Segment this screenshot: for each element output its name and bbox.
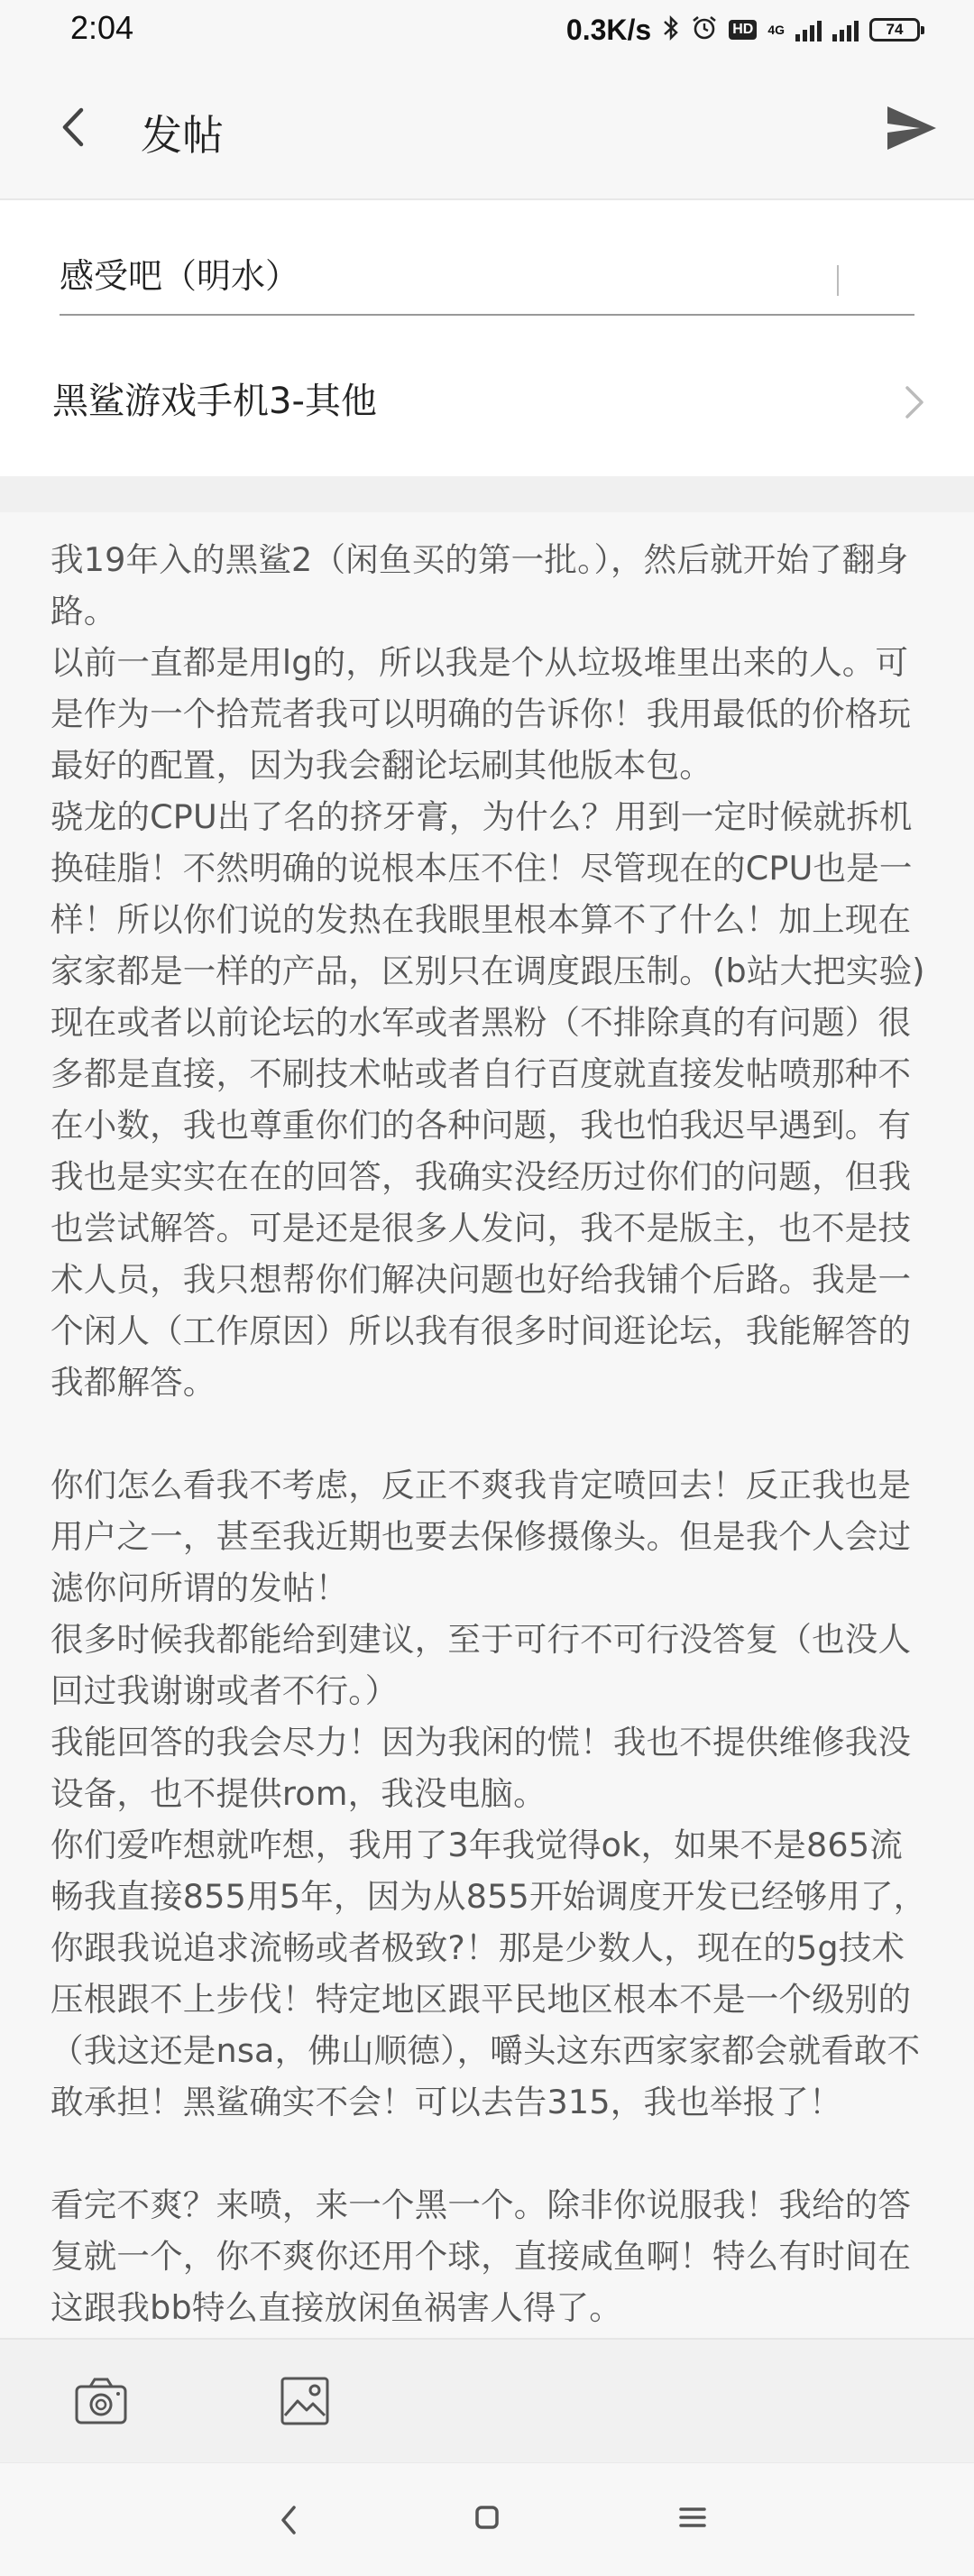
battery-icon: 74 xyxy=(869,18,920,41)
body-paragraph: 看完不爽？来喷，来一个黑一个。除非你说服我！我给的答复就一个，你不爽你还用个球，直接咸鱼啊！特么有时间在这跟我bb特么直接放闲鱼祸害人得了。 xyxy=(51,2185,912,2327)
body-paragraph: 现在或者以前论坛的水军或者黑粉（不排除真的有问题）很多都是直接，不刷技术帖或者自行百度就直接发帖喷那种不在小数，我也尊重你们的各种问题，我也怕我迟早遇到。有我也是实实在在的回答，我确实没经历过你们的问题，但我也尝试解答。可是还是很多人发问，我不是版主，也不是技术人员，我只想帮你们解决问题也好给我铺个后路。我是一个闲人（工作原因）所以我有很多时间逛论坛，我能解答的我都解答。 xyxy=(51,1003,912,1402)
signal-icon xyxy=(795,18,822,41)
system-nav-bar xyxy=(0,2462,974,2576)
alarm-icon xyxy=(691,14,718,46)
page-title: 发帖 xyxy=(141,111,224,160)
chevron-right-icon xyxy=(900,384,927,420)
section-gap xyxy=(0,476,974,512)
body-paragraph: 很多时候我都能给到建议，至于可行不可行没答复（也没人回过我谢谢或者不行。） xyxy=(51,1620,912,1710)
body-paragraph: 以前一直都是用lg的，所以我是个从垃圾堆里出来的人。可是作为一个拾荒者我可以明确的告诉你！我用最低的价格玩最好的配置，因为我会翻论坛刷其他版本包。 xyxy=(51,643,912,785)
signal-icon-2 xyxy=(832,18,859,41)
title-input[interactable] xyxy=(60,253,914,316)
hd-badge: HD xyxy=(729,20,757,40)
bluetooth-icon xyxy=(662,14,680,46)
status-time: 2:04 xyxy=(70,9,134,46)
back-icon[interactable] xyxy=(52,105,97,150)
nav-back-icon[interactable] xyxy=(276,2503,301,2537)
body-paragraph: 你们怎么看我不考虑，反正不爽我肯定喷回去！反正我也是用户之一，甚至我近期也要去保修摄像头。但是我个人会过滤你问所谓的发帖！ xyxy=(51,1466,912,1607)
body-paragraph: 我能回答的我会尽力！因为我闲的慌！我也不提供维修我没设备，也不提供rom，我没电脑。 xyxy=(51,1723,912,1813)
category-selector[interactable] xyxy=(52,370,927,433)
network-type: 4G xyxy=(767,23,785,37)
body-paragraph: 你们爱咋想就咋想，我用了3年我觉得ok，如果不是865流畅我直接855用5年，因为从855开始调度开发已经够用了，你跟我说追求流畅或者极致?！那是少数人，现在的5g技术压根跟不上步伐！特定地区跟平民地区根本不是一个级别的（我这还是nsa，佛山顺德），嚼头这东西家家都会就看敢不敢承担！黑鲨确实不会！可以去告315，我也举报了！ xyxy=(51,1826,927,2121)
attachment-toolbar xyxy=(0,2338,974,2462)
net-speed: 0.3K/s xyxy=(565,13,652,46)
input-cursor-divider xyxy=(837,265,839,296)
image-icon[interactable] xyxy=(280,2376,330,2426)
category-label: 黑鲨游戏手机3-其他 xyxy=(52,381,377,422)
body-paragraph: 骁龙的CPU出了名的挤牙膏，为什么？用到一定时候就拆机换硅脂！不然明确的说根本压不住！尽管现在的CPU也是一样！所以你们说的发热在我眼里根本算不了什么！加上现在家家都是一样的产品，区别只在调度跟压制。(b站大把实验) xyxy=(51,797,925,990)
send-icon[interactable] xyxy=(886,103,938,153)
body-paragraph: 我19年入的黑鲨2（闲鱼买的第一批。），然后就开始了翻身路。 xyxy=(51,540,909,630)
title-bar xyxy=(0,60,974,198)
nav-home-icon[interactable] xyxy=(474,2505,500,2530)
status-icons xyxy=(566,9,920,51)
camera-icon[interactable] xyxy=(74,2376,128,2426)
title-input-value: 感受吧（明水） xyxy=(60,256,300,296)
post-body-input[interactable] xyxy=(0,512,974,2338)
status-bar xyxy=(0,0,974,60)
post-meta-card xyxy=(0,200,974,476)
nav-recents-icon[interactable] xyxy=(678,2503,707,2532)
